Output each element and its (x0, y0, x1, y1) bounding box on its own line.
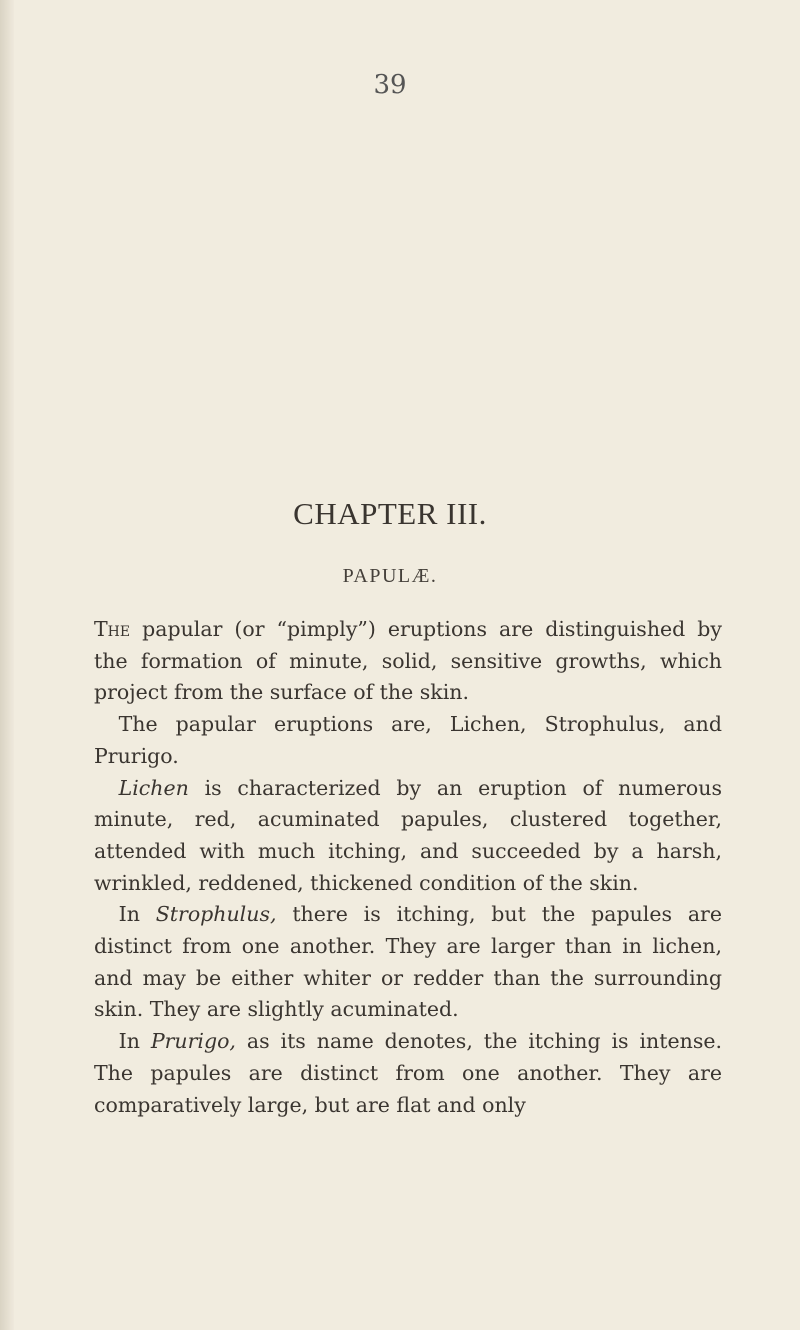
paragraph-intro (94, 614, 722, 709)
paragraph-list (94, 709, 722, 772)
page-number: 39 (373, 70, 407, 100)
paragraph-strophulus (94, 899, 722, 1026)
paragraph-lead-word: The (94, 617, 131, 641)
paragraph-text: as its name denotes, the itching is intense. The papules are distinct from one another. They are comparatively large, but are flat and only (94, 1029, 722, 1117)
paragraph-text: is characterized by an eruption of numerous minute, red, acuminated papules, clustered together, attended with much itching, and succeeded by a harsh, wrinkled, reddened, thickened condition of the skin. (94, 775, 722, 895)
page-edge-shadow (0, 0, 14, 1330)
paragraph-prurigo (94, 1026, 722, 1121)
paragraph-text: papular (or “pimply”) eruptions are distinguished by the formation of minute, solid, sensitive growths, which project from the surface of the skin. (94, 617, 722, 705)
body-text (94, 614, 722, 1121)
term-lichen: Lichen (118, 775, 189, 800)
paragraph-prefix: In (118, 902, 156, 927)
paragraph-prefix: In (118, 1029, 151, 1054)
paragraph-text: The papular eruptions are, Lichen, Strophulus, and Prurigo. (94, 712, 722, 768)
term-prurigo: Prurigo, (150, 1029, 236, 1054)
term-strophulus: Strophulus, (155, 902, 277, 927)
section-title: PAPULÆ. (342, 565, 438, 587)
paragraph-lichen (94, 773, 722, 900)
chapter-title: CHAPTER III. (293, 496, 487, 531)
paragraph-text: there is itching, but the papules are distinct from one another. They are larger than in lichen, and may be either whiter or redder than the surrounding skin. They are slightly acuminated. (94, 902, 722, 1022)
